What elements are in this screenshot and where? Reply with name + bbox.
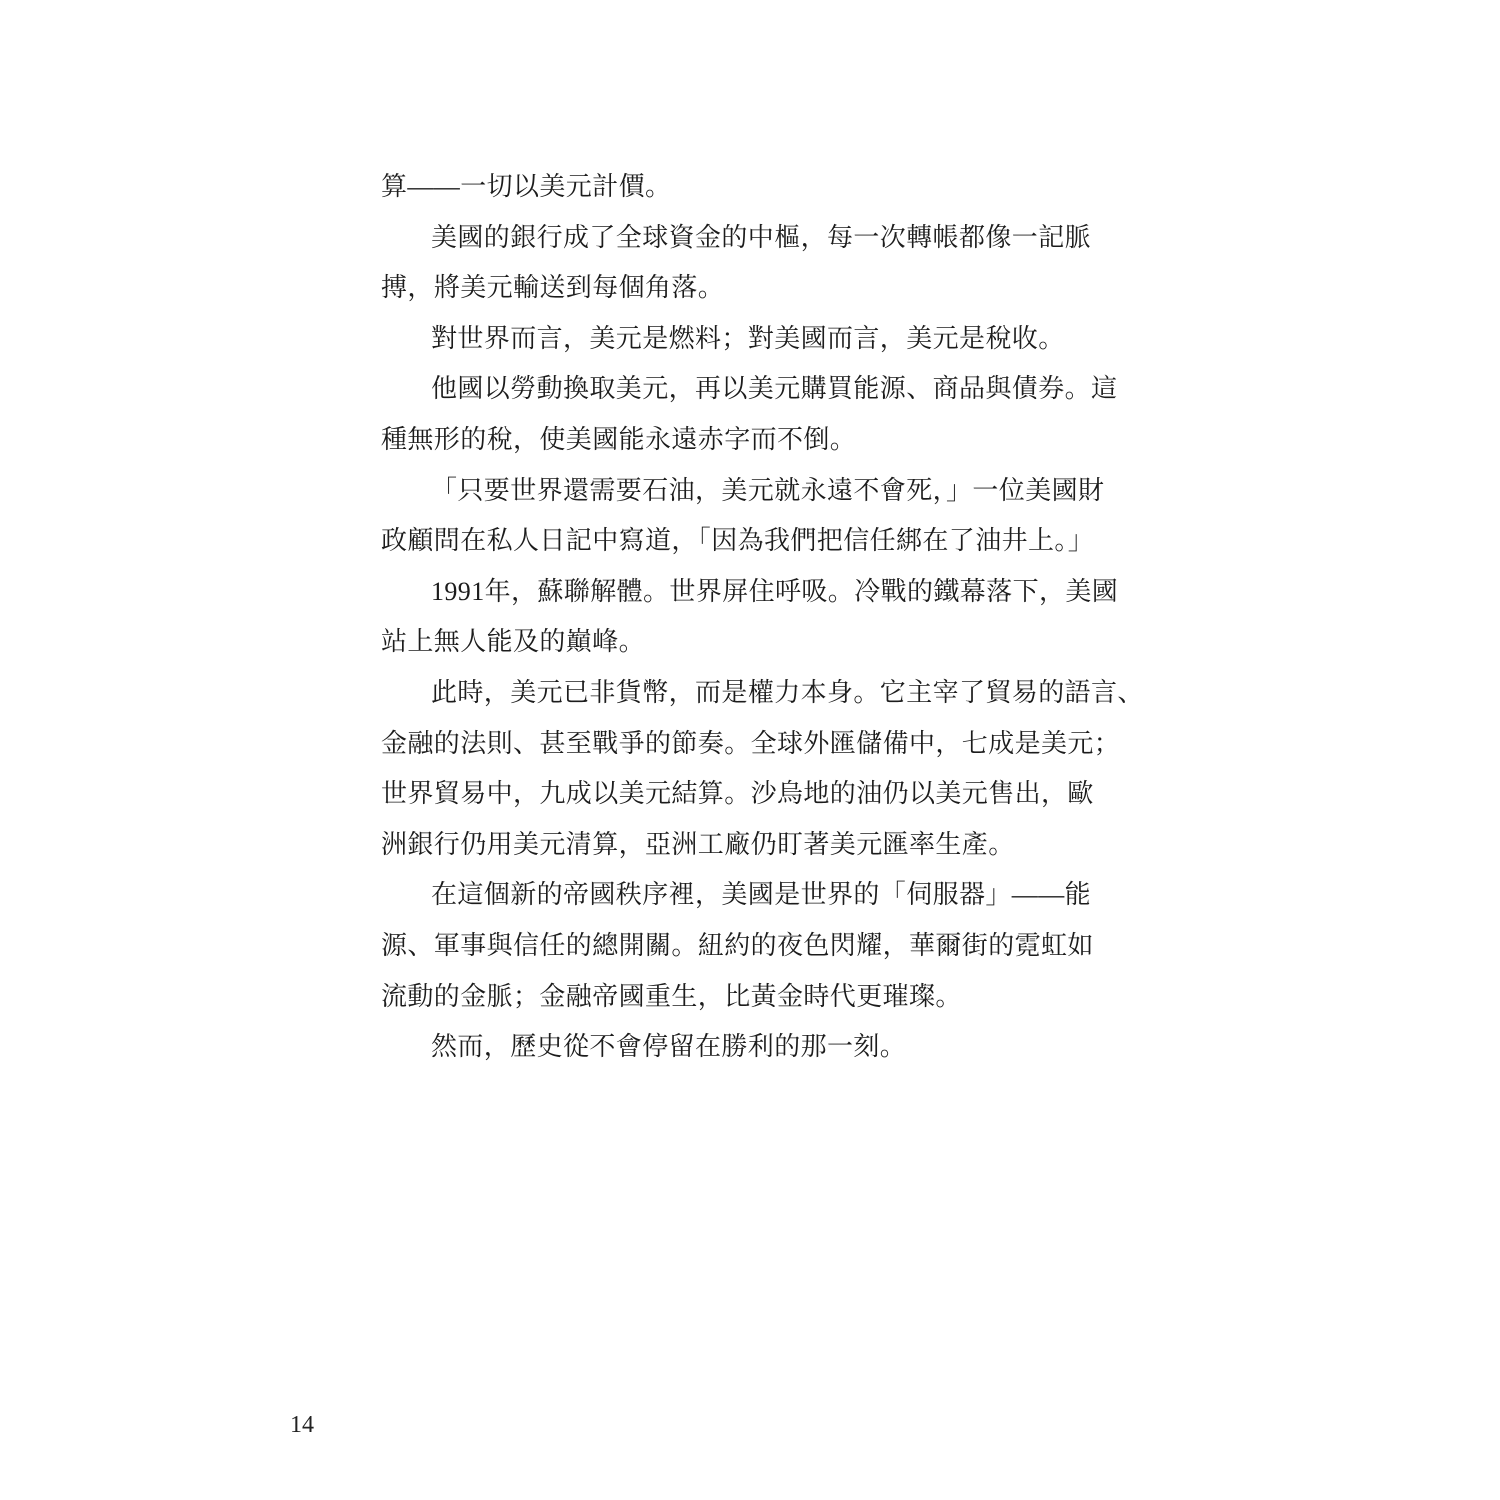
page-number: 14 xyxy=(290,1412,314,1438)
text-line: 美國的銀行成了全球資金的中樞，每一次轉帳都像一記脈 xyxy=(431,222,1092,252)
text-line: 站上無人能及的巔峰。 xyxy=(381,627,646,657)
text-line: 搏，將美元輸送到每個角落。 xyxy=(381,273,725,303)
text-line: 算——一切以美元計價。 xyxy=(381,172,672,201)
text-line: 世界貿易中，九成以美元結算。沙烏地的油仍以美元售出，歐 xyxy=(381,779,1094,809)
text-line: 種無形的稅，使美國能永遠赤字而不倒。 xyxy=(381,424,857,454)
text-line: 此時，美元已非貨幣，而是權力本身。它主宰了貿易的語言、 xyxy=(431,677,1144,707)
text-line: 對世界而言，美元是燃料；對美國而言，美元是稅收。 xyxy=(431,323,1065,353)
body-text-block xyxy=(381,162,1144,1073)
text-line: 金融的法則、甚至戰爭的節奏。全球外匯儲備中，七成是美元； xyxy=(381,728,1121,758)
text-line: 流動的金脈；金融帝國重生，比黃金時代更璀璨。 xyxy=(381,981,962,1011)
text-line: 他國以勞動換取美元，再以美元購買能源、商品與債券。這 xyxy=(431,374,1118,404)
text-line: 然而，歷史從不會停留在勝利的那一刻。 xyxy=(431,1032,907,1062)
text-line: 政顧問在私人日記中寫道，「因為我們把信任綁在了油井上。」 xyxy=(381,526,1095,556)
text-line: 「只要世界還需要石油，美元就永遠不會死，」一位美國財 xyxy=(431,475,1105,505)
text-line: 洲銀行仍用美元清算，亞洲工廠仍盯著美元匯率生產。 xyxy=(381,829,1015,859)
text-line: 源、軍事與信任的總開關。紐約的夜色閃耀，華爾街的霓虹如 xyxy=(381,930,1094,960)
text-line: 在這個新的帝國秩序裡，美國是世界的「伺服器」——能 xyxy=(431,880,1092,910)
text-line: 1991年，蘇聯解體。世界屏住呼吸。冷戰的鐵幕落下，美國 xyxy=(431,576,1119,606)
